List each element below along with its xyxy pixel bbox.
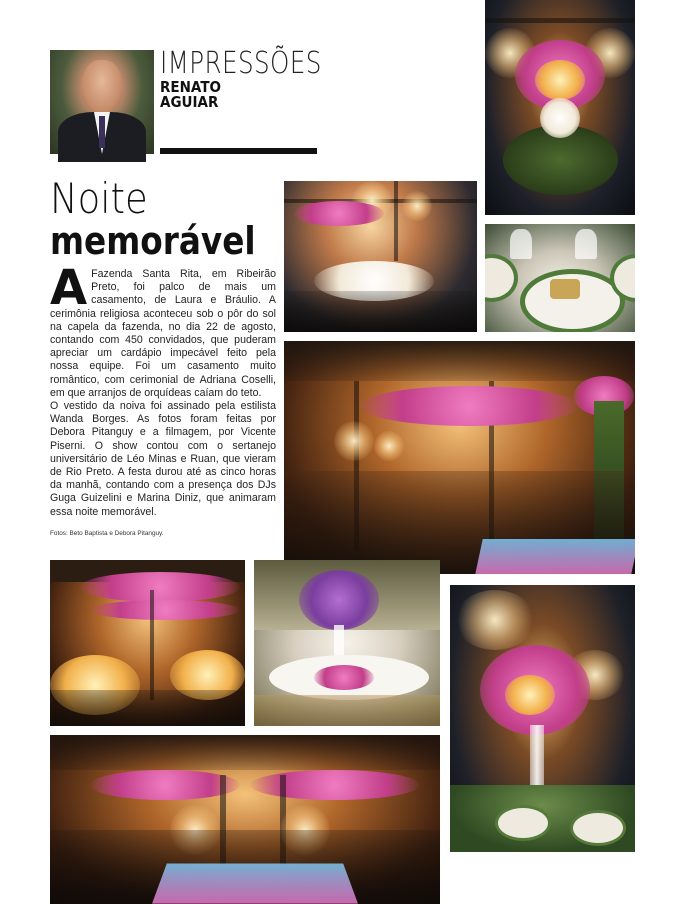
drop-cap: A [50, 260, 88, 316]
headline-line-1: Noite [50, 174, 148, 223]
header-rule [160, 148, 317, 154]
portrait-tie [99, 116, 105, 148]
paragraph-2: O vestido da noiva foi assinado pela estilista Wanda Borges. As fotos foram feitas por Debora Pitanguy e a filmagem, por Vicente Piserni. O show contou com o sertanejo universitário de Léo Minas e Ruan, que vieram de Rio Preto. A festa durou até as cinco horas da manhã, contando com a presença dos DJs Guga Guizelini e Marina Diniz, que animaram essa noite memorável. [50, 400, 276, 518]
photo-long-tables [284, 181, 477, 332]
paragraph-1-text: Fazenda Santa Rita, em Ribeirão Preto, foi palco de mais um casamento, de Laura e Bráulio. A cerimônia religiosa aconteceu sob o pôr do sol na capela da fazenda, no dia 22 de agosto, contando com 450 convidados, que puderam apreciar um cardápio impecável feito pela nossa equipe. Foi um casamento muito romântico, com cerimonial de Adriana Coselli, em que arranjos de orquídeas caíam do teto. [50, 268, 276, 399]
photo-cake-table [485, 0, 635, 215]
photo-centerpiece [450, 585, 635, 852]
photo-main-hall [284, 341, 635, 574]
photo-place-setting [485, 224, 635, 332]
article-body [50, 260, 276, 519]
photo-buffet [50, 560, 245, 726]
photo-white-tables [254, 560, 440, 726]
paragraph-1 [50, 260, 276, 400]
section-title: IMPRESSÕES [160, 46, 322, 81]
headline-line-2: memorável [50, 219, 256, 263]
author-first-name: RENATO [160, 78, 222, 96]
photo-dance-floor [50, 735, 440, 904]
author-portrait [50, 50, 154, 154]
author-last-name: AGUIAR [160, 93, 219, 111]
photo-credits: Fotos: Beto Baptista e Debora Pitanguy. [50, 530, 164, 537]
portrait-head [82, 60, 122, 112]
